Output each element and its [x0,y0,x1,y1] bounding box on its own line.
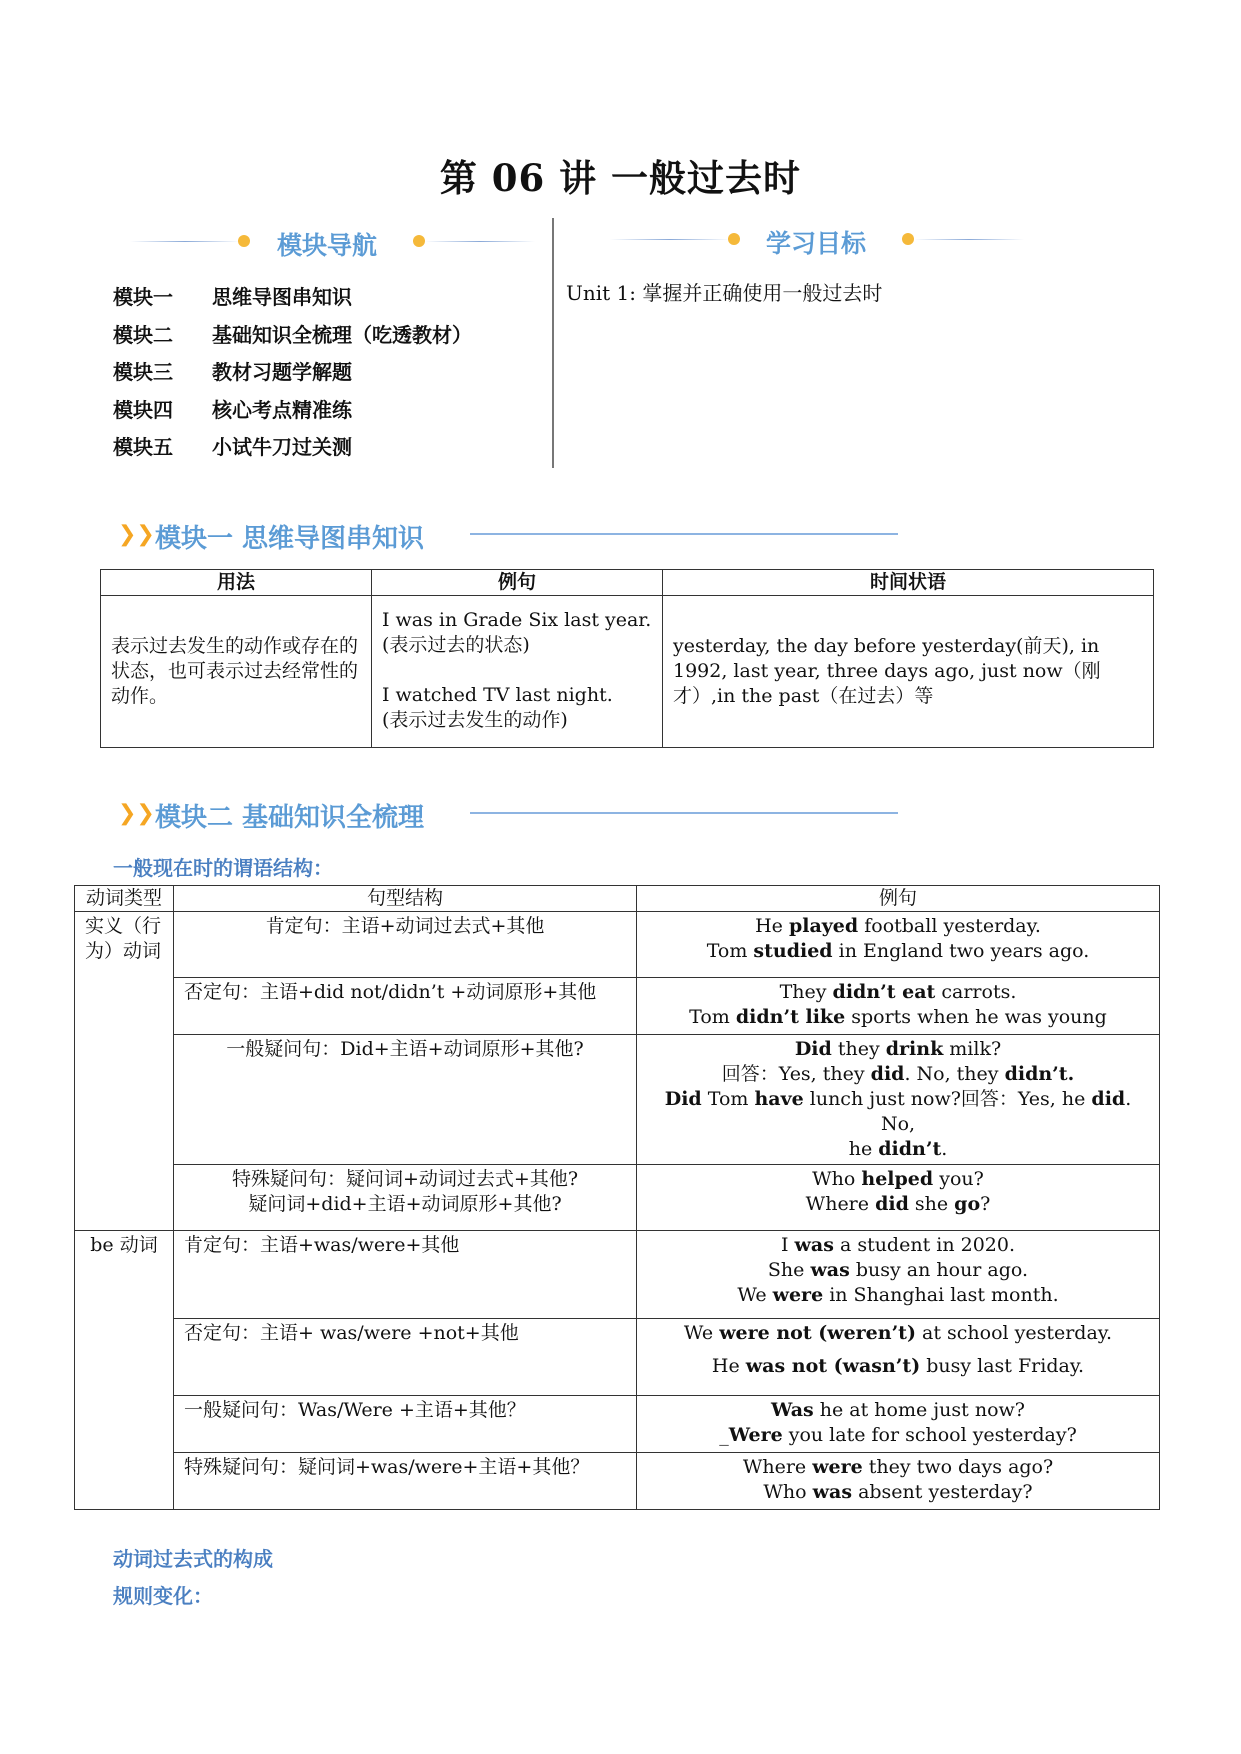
example-line [647,1321,1149,1346]
goal-text: Unit 1: 掌握并正确使用一般过去时 [566,281,883,305]
example-text: she [908,1193,955,1215]
example-line [647,1192,1149,1217]
structure-cell [174,1453,637,1510]
goal-header-line-left [610,239,730,240]
structure-cell [174,1319,637,1396]
example-cell [637,1453,1160,1510]
emphasis-text: were not (weren’t) [719,1322,916,1344]
example-text: lunch just now?回答：Yes, he [803,1088,1092,1110]
page-title: 第 06 讲 一般过去时 [439,156,802,200]
emphasis-text: drink [885,1038,944,1060]
structure-cell [174,1035,637,1165]
example-text: He [755,915,789,937]
example-text: he [848,1138,879,1160]
example-line [647,1137,1149,1162]
example-text: Who [812,1168,862,1190]
emphasis-text: studied [753,940,833,962]
example-line [647,1398,1149,1423]
example-text: they two days ago? [862,1456,1054,1478]
nav-item: 模块四 核心考点精准练 [113,398,352,422]
example-line [647,1354,1149,1379]
emphasis-text: was [812,1481,853,1503]
example-cell [637,1165,1160,1231]
emphasis-text: was [794,1234,834,1256]
example-cell [637,1319,1160,1396]
example-line [647,1258,1149,1283]
example-text: you? [933,1168,984,1190]
emphasis-text: Were [728,1424,783,1446]
example-text: Tom [706,940,754,962]
emphasis-text: Did [794,1038,832,1060]
double-chevron-icon: ❯❯ [118,801,155,826]
emphasis-text: Did [664,1088,702,1110]
emphasis-text: did [1091,1088,1126,1110]
example-cell [637,1396,1160,1453]
example-text: Tom [701,1088,755,1110]
example-line [647,939,1149,964]
example-text: . [941,1138,948,1160]
structure-cell [174,978,637,1035]
dot-icon [238,235,250,247]
example-text: Where [805,1193,876,1215]
example-text: I [780,1234,795,1256]
example-text: ? [980,1193,991,1215]
example-text: We [737,1284,773,1306]
example-text: 回答：Yes, they [721,1063,871,1085]
structure-line: 特殊疑问句：疑问词+动词过去式+其他? [231,1168,579,1190]
dot-icon [902,233,914,245]
nav-header-line-left [130,241,240,242]
example-text: carrots. [935,981,1017,1003]
structure-line: 否定句：主语+did not/didn’t +动词原形+其他 [184,981,597,1003]
emphasis-text: did [870,1063,905,1085]
example-text: Tom [689,1006,736,1028]
double-chevron-icon: ❯❯ [118,522,155,547]
example-text: football yesterday. [858,915,1041,937]
emphasis-text: Was [771,1399,814,1421]
example-line [647,1455,1149,1480]
example-text: you late for school yesterday? [782,1424,1077,1446]
example-text: milk? [943,1038,1002,1060]
example-text: he at home just now? [813,1399,1025,1421]
emphasis-text: helped [861,1168,934,1190]
example-text: Where [742,1456,813,1478]
structure-cell [174,1231,637,1319]
footer-heading: 动词过去式的构成 [113,1547,273,1571]
emphasis-text: go [954,1193,981,1215]
example-text: They [779,981,833,1003]
module2-heading-line [470,812,898,814]
structure-line: 肯定句：主语+was/were+其他 [184,1234,460,1256]
structure-cell [174,1396,637,1453]
example-text: they [831,1038,886,1060]
example-text: She [767,1259,811,1281]
structure-line: 一般疑问句：Did+主语+动词原形+其他? [226,1038,584,1060]
module2-subtitle: 一般现在时的谓语结构： [113,856,333,880]
module1-table [100,569,1154,748]
structure-cell [174,912,637,978]
example-text: sports when he was young [845,1006,1107,1028]
example-text: busy last Friday. [920,1355,1085,1377]
emphasis-text: were [772,1284,824,1306]
table-header: 例句 [372,570,663,596]
verb-type-cell: be 动词 [75,1231,174,1510]
example-line [647,1087,1149,1137]
examples-cell: I was in Grade Six last year. (表示过去的状态) I watched TV last night. (表示过去发生的动作) [372,596,663,748]
example-line [647,1423,1149,1448]
example-text: busy an hour ago. [849,1259,1029,1281]
emphasis-text: was not (wasn’t) [745,1355,921,1377]
example-line [647,1167,1149,1192]
emphasis-text: didn’t. [1004,1063,1075,1085]
goal-header-line-right [914,239,1024,240]
example-text: . No, they [904,1063,1005,1085]
example-text: He [711,1355,746,1377]
nav-header: 模块导航 [277,231,378,260]
example-cell [637,978,1160,1035]
module1-heading: 模块一 思维导图串知识 [155,524,425,554]
structure-line: 肯定句：主语+动词过去式+其他 [265,915,545,937]
example-cell [637,1035,1160,1165]
example-text: in England two years ago. [832,940,1090,962]
verb-type-cell: 实义（行为）动词 [75,912,174,1231]
dot-icon [413,235,425,247]
table-header: 动词类型 [75,886,174,912]
goal-header: 学习目标 [766,229,867,258]
example-text: absent yesterday? [852,1481,1033,1503]
example-line [647,1480,1149,1505]
structure-line: 一般疑问句：Was/Were +主语+其他？ [184,1399,526,1421]
emphasis-text: didn’t [878,1138,942,1160]
dot-icon [728,233,740,245]
usage-cell: 表示过去发生的动作或存在的状态，也可表示过去经常性的动作。 [101,596,372,748]
example-cell [637,1231,1160,1319]
nav-item: 模块三 教材习题学解题 [113,360,352,384]
nav-item: 模块二 基础知识全梳理（吃透教材） [113,323,472,347]
example-line [647,1005,1149,1030]
example-text: We [683,1322,720,1344]
example-line [647,1037,1149,1062]
example-text: _ [719,1424,729,1446]
emphasis-text: played [788,915,859,937]
emphasis-text: didn’t like [735,1006,846,1028]
example-line [647,1233,1149,1258]
emphasis-text: were [812,1456,863,1478]
structure-line: 特殊疑问句：疑问词+was/were+主语+其他？ [184,1456,590,1478]
module1-heading-line [470,533,898,535]
footer-subheading: 规则变化： [113,1584,213,1608]
nav-header-line-right [425,241,535,242]
example-line [647,914,1149,939]
table-header: 例句 [637,886,1160,912]
structure-line: 否定句：主语+ was/were +not+其他 [184,1322,519,1344]
module2-heading: 模块二 基础知识全梳理 [155,803,425,833]
example-text: at school yesterday. [915,1322,1113,1344]
emphasis-text: did [875,1193,909,1215]
module2-table [74,885,1160,1510]
example-text: a student in 2020. [833,1234,1015,1256]
example-line [647,1062,1149,1087]
time-adverbials-cell: yesterday, the day before yesterday(前天), in 1992, last year, three days ago, just now（刚才）,in the past（在过去）等 [663,596,1154,748]
structure-line: 疑问词+did+主语+动词原形+其他? [248,1193,562,1215]
example-text: in Shanghai last month. [823,1284,1059,1306]
nav-item: 模块一 思维导图串知识 [113,285,352,309]
emphasis-text: have [754,1088,804,1110]
structure-cell [174,1165,637,1231]
example-text: . No, [880,1088,1132,1135]
example-line [647,980,1149,1005]
table-header: 用法 [101,570,372,596]
emphasis-text: was [810,1259,850,1281]
example-text: Who [763,1481,813,1503]
column-divider [552,218,554,468]
example-cell [637,912,1160,978]
emphasis-text: didn’t eat [832,981,936,1003]
table-header: 句型结构 [174,886,637,912]
table-header: 时间状语 [663,570,1154,596]
nav-item: 模块五 小试牛刀过关测 [113,435,352,459]
example-line [647,1283,1149,1308]
